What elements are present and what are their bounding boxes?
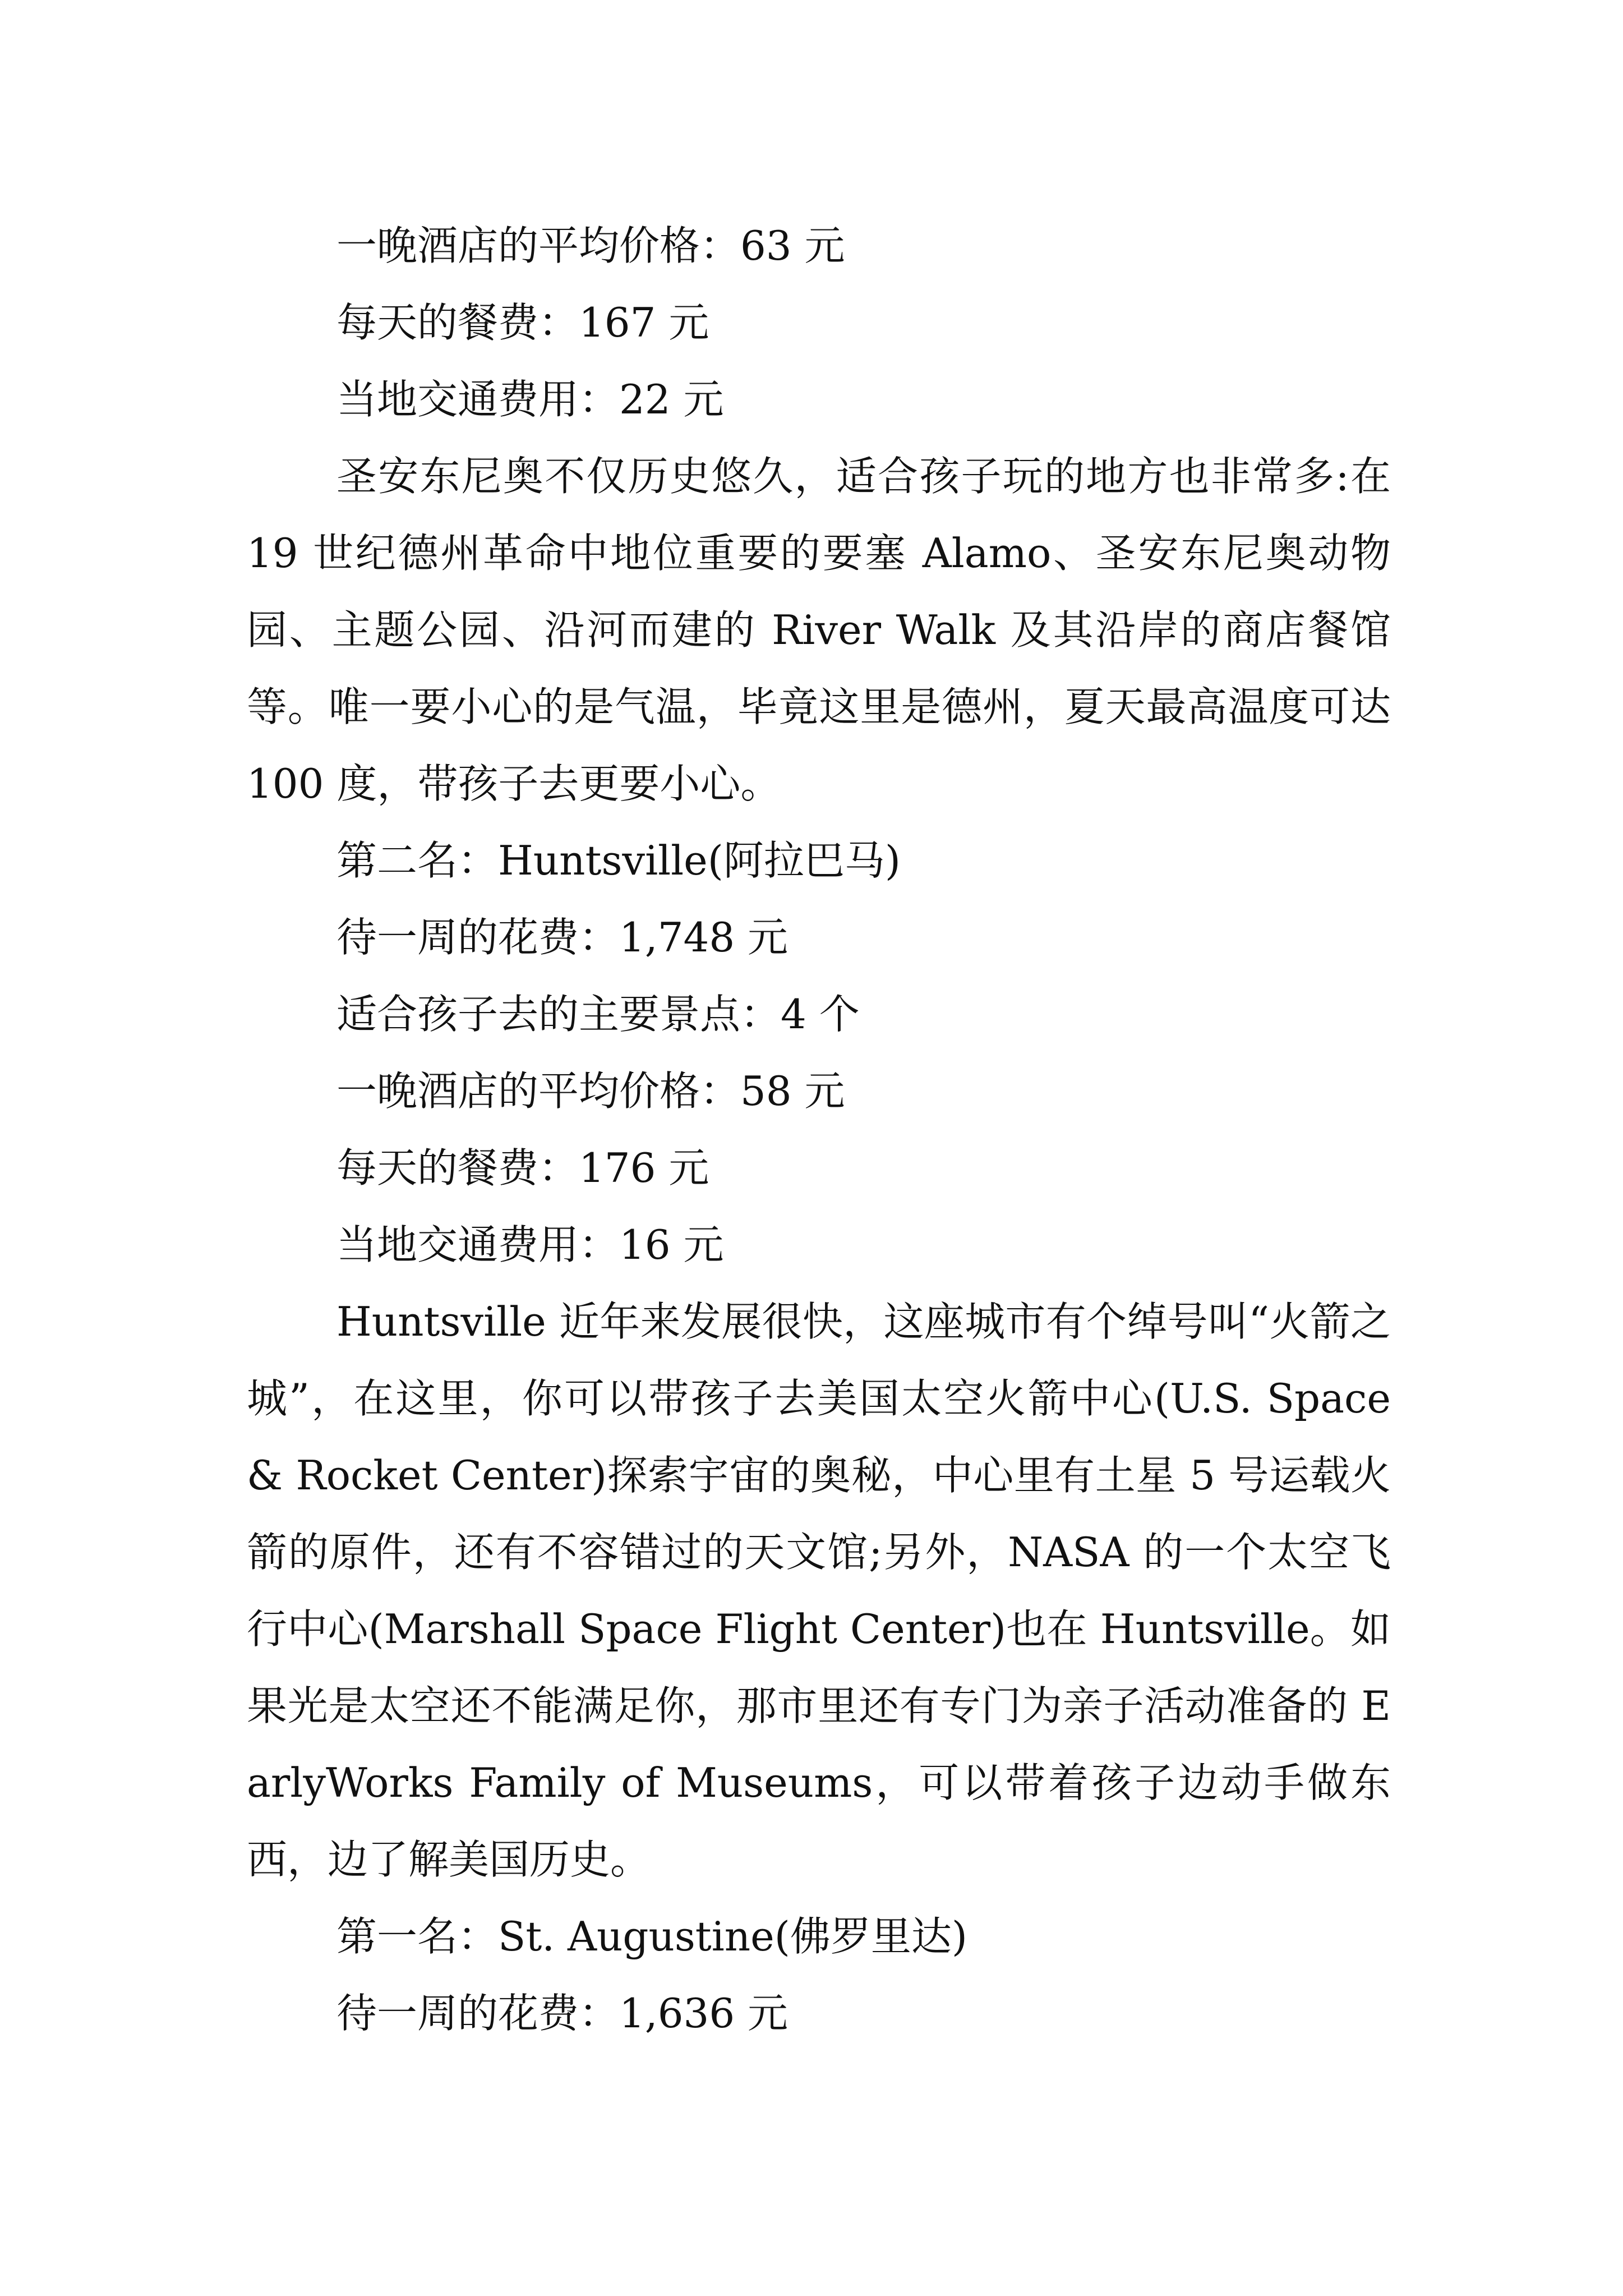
week-cost-line-2: 待一周的花费：1,636 元	[336, 1990, 789, 2037]
week-cost-line: 待一周的花费：1,748 元	[336, 914, 789, 961]
document-body	[247, 208, 1391, 2052]
attractions-line: 适合孩子去的主要景点：4 个	[336, 991, 860, 1038]
transport-cost-line-2: 当地交通费用：16 元	[336, 1221, 724, 1268]
hotel-price-line-2: 一晚酒店的平均价格：58 元	[336, 1068, 845, 1115]
transport-cost-line: 当地交通费用：22 元	[336, 376, 724, 423]
rank-one-heading: 第一名：St. Augustine(佛罗里达)	[336, 1913, 967, 1960]
huntsville-paragraph: Huntsville 近年来发展很快，这座城市有个绰号叫“火箭之城”，在这里，你可以带孩子去美国太空火箭中心(U.S. Space & Rocket Center)探索宇宙的奥秘，中心里有土星 5 号运载火箭的原件，还有不容错过的天文馆;另外，NASA 的一个太空飞行中心(Marshall Space Flight Center)也在 Huntsville。如果光是太空还不能满足你，那市里还有专门为亲子活动准备的 EarlyWorks Family of Museums，可以带着孩子边动手做东西，边了解美国历史。	[247, 1298, 1391, 1883]
rank-two-heading: 第二名：Huntsville(阿拉巴马)	[336, 837, 901, 884]
meal-cost-line: 每天的餐费：167 元	[336, 299, 709, 346]
san-antonio-paragraph: 圣安东尼奥不仅历史悠久，适合孩子玩的地方也非常多:在 19 世纪德州革命中地位重要的要塞 Alamo、圣安东尼奥动物园、主题公园、沿河而建的 River Walk 及其沿岸的商店餐馆等。唯一要小心的是气温，毕竟这里是德州，夏天最高温度可达 100 度，带孩子去更要小心。	[247, 453, 1391, 807]
hotel-price-line: 一晚酒店的平均价格：63 元	[336, 222, 845, 269]
meal-cost-line-2: 每天的餐费：176 元	[336, 1144, 709, 1191]
